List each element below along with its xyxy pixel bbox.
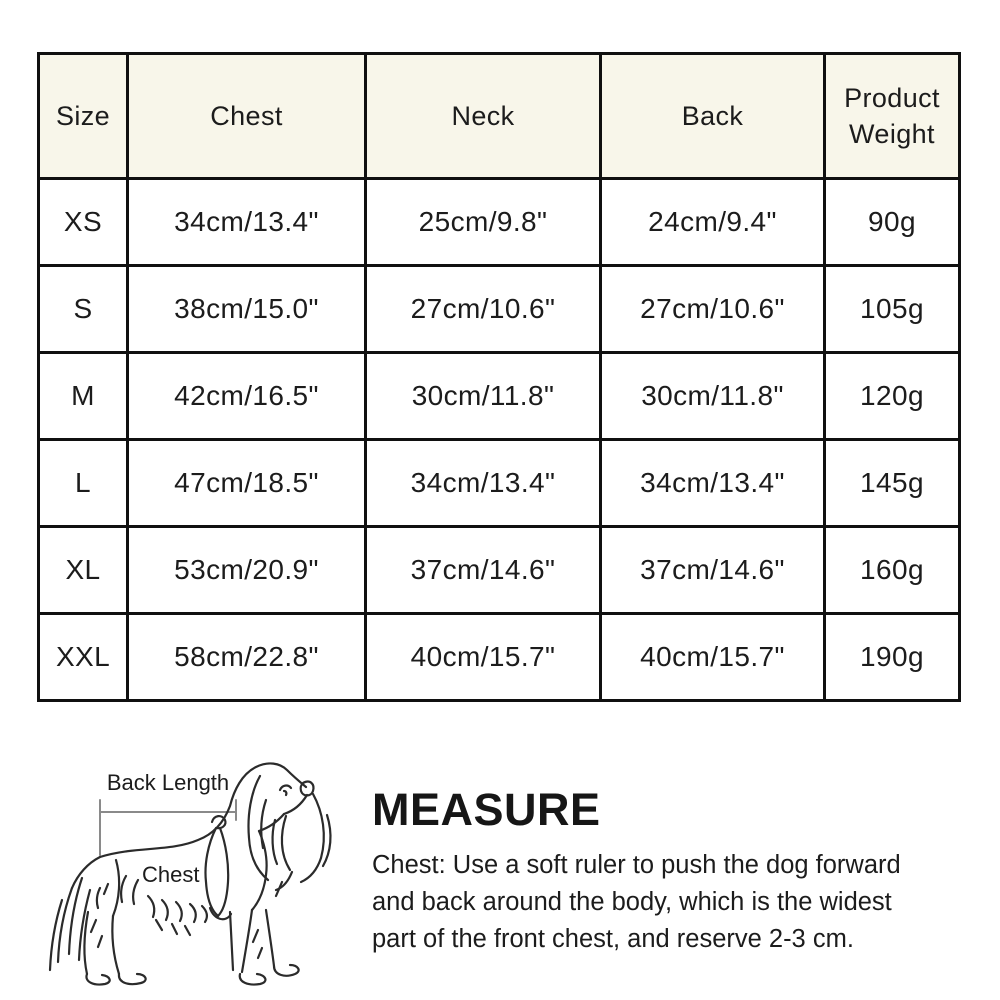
- cell-back: 34cm/13.4": [601, 440, 825, 527]
- cell-neck: 25cm/9.8": [366, 179, 601, 266]
- cell-weight: 90g: [825, 179, 960, 266]
- measure-diagram: [30, 760, 360, 1000]
- cell-chest: 53cm/20.9": [128, 527, 366, 614]
- cell-weight: 105g: [825, 266, 960, 353]
- cell-weight: 190g: [825, 614, 960, 701]
- cell-neck: 27cm/10.6": [366, 266, 601, 353]
- measure-description-line: and back around the body, which is the widest: [372, 888, 892, 916]
- cell-back: 30cm/11.8": [601, 353, 825, 440]
- cell-back: 27cm/10.6": [601, 266, 825, 353]
- measure-description-line: Chest: Use a soft ruler to push the dog forward: [372, 851, 901, 879]
- table-row: [39, 614, 960, 701]
- cell-size: XL: [39, 527, 128, 614]
- table-row: [39, 527, 960, 614]
- table-row: [39, 266, 960, 353]
- cell-size: S: [39, 266, 128, 353]
- table-row: [39, 353, 960, 440]
- size-chart-table: [37, 52, 961, 702]
- cell-neck: 40cm/15.7": [366, 614, 601, 701]
- cell-chest: 58cm/22.8": [128, 614, 366, 701]
- col-header-chest: Chest: [128, 54, 366, 179]
- cell-chest: 38cm/15.0": [128, 266, 366, 353]
- cell-chest: 47cm/18.5": [128, 440, 366, 527]
- col-header-back: Back: [601, 54, 825, 179]
- cell-weight: 145g: [825, 440, 960, 527]
- cell-size: XXL: [39, 614, 128, 701]
- cell-neck: 34cm/13.4": [366, 440, 601, 527]
- cell-chest: 42cm/16.5": [128, 353, 366, 440]
- measure-description: [372, 847, 987, 958]
- table-header-row: [39, 54, 960, 179]
- measure-title: MEASURE: [372, 784, 601, 835]
- cell-back: 40cm/15.7": [601, 614, 825, 701]
- cell-back: 24cm/9.4": [601, 179, 825, 266]
- cell-size: XS: [39, 179, 128, 266]
- col-header-size: Size: [39, 54, 128, 179]
- col-header-weight: Product Weight: [825, 54, 960, 179]
- col-header-neck: Neck: [366, 54, 601, 179]
- cell-chest: 34cm/13.4": [128, 179, 366, 266]
- cell-size: L: [39, 440, 128, 527]
- back-length-label: Back Length: [106, 770, 230, 795]
- cell-size: M: [39, 353, 128, 440]
- table-row: [39, 179, 960, 266]
- cell-neck: 30cm/11.8": [366, 353, 601, 440]
- cell-weight: 160g: [825, 527, 960, 614]
- cell-neck: 37cm/14.6": [366, 527, 601, 614]
- cell-back: 37cm/14.6": [601, 527, 825, 614]
- cell-weight: 120g: [825, 353, 960, 440]
- measure-section: [372, 784, 987, 958]
- table-row: [39, 440, 960, 527]
- chest-label: Chest: [142, 862, 200, 887]
- measure-description-line: part of the front chest, and reserve 2-3 cm.: [372, 925, 854, 953]
